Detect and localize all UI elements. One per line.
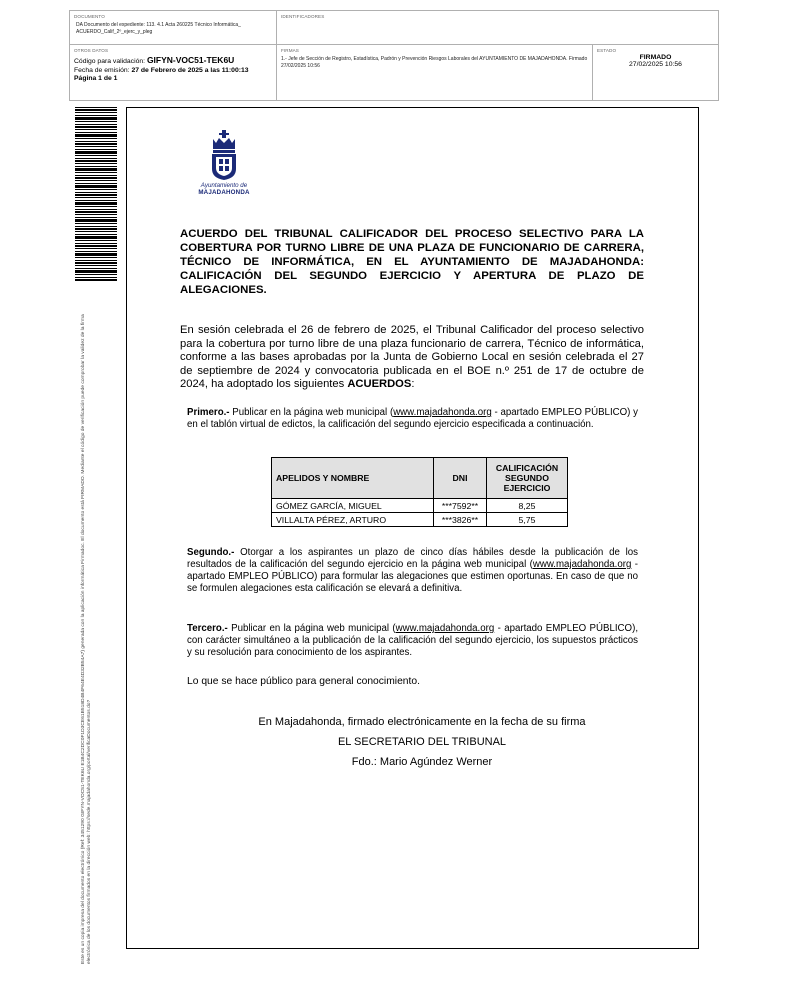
closing-line: Lo que se hace público para general conocimiento. xyxy=(187,676,420,687)
primero-label: Primero.- xyxy=(187,407,230,418)
tercero-label: Tercero.- xyxy=(187,623,228,634)
primero-pre: Publicar en la página web municipal ( xyxy=(229,407,394,418)
primero-post: - apartado EMPLEO PÚBLICO) y en el tablón virtual de edictos, la calificación del segundo ejercicio especificada a continuación. xyxy=(187,407,638,430)
segundo-post: - apartado EMPLEO PÚBLICO) para formular las alegaciones que estimen oportunas. En caso de que no se formulen alegaciones esta calificación se elevará a definitiva. xyxy=(187,559,638,594)
header-row-meta xyxy=(69,45,719,101)
signature-role: EL SECRETARIO DEL TRIBUNAL xyxy=(337,736,507,748)
firmas-label: FIRMAS xyxy=(281,48,299,53)
estado-cell xyxy=(592,45,718,100)
documento-label: DOCUMENTO xyxy=(74,14,105,19)
intro-text: En sesión celebrada el 26 de febrero de 2025, el Tribunal Calificador del proceso selectivo para la cobertura por turno libre de una plaza funcionario de carrera, Técnico de informática, conforme a las bases aprobadas por la Junta de Gobierno Local en sesión celebrada el 27 de septiembre de 2024 y convocatoria publicada en el BOE n.º 251 de 17 de octubre de 2024, ha adoptado los siguientes xyxy=(180,324,644,391)
document-title: ACUERDO DEL TRIBUNAL CALIFICADOR DEL PROCESO SELECTIVO PARA LA COBERTURA POR TURNO LIBRE DE UNA PLAZA DE FUNCIONARIO DE CARRERA, TÉCNICO DE INFORMÁTICA, EN EL AYUNTAMIENTO DE MAJADAHONDA: CALIFICACIÓN DEL SEGUNDO EJERCICIO Y APERTURA DE PLAZO DE ALEGACIONES. xyxy=(180,228,644,296)
fecha-value: 27 de Febrero de 2025 a las 11:00:13 xyxy=(131,66,249,74)
documento-cell xyxy=(70,11,276,44)
barcode xyxy=(75,107,117,282)
cell-calificacion: 5,75 xyxy=(487,513,568,527)
estado-label: ESTADO xyxy=(597,48,617,53)
codigo-value: GIFYN-VOC51-TEK6U xyxy=(146,55,235,65)
table-row xyxy=(272,499,568,513)
codigo-validacion xyxy=(74,56,272,67)
otros-datos-cell xyxy=(70,45,276,100)
primero-link[interactable]: www.majadahonda.org xyxy=(393,407,492,418)
cell-dni: ***7592** xyxy=(434,499,487,513)
results-table xyxy=(271,457,568,527)
segundo-pre: Otorgar a los aspirantes un plazo de cinco días hábiles desde la publicación de los resultados de la calificación del segundo ejercicio en la página web municipal ( xyxy=(187,547,638,570)
cell-dni: ***3826** xyxy=(434,513,487,527)
logo-line-2: MAJADAHONDA xyxy=(198,189,250,196)
codigo-label: Código para validación: xyxy=(74,58,146,65)
firmas-text: 1.- Jefe de Sección de Registro, Estadística, Padrón y Prevención Riesgos Laborales del AYUNTAMIENTO DE MAJADAHONDA. Firmado 27/02/2025 10:56 xyxy=(281,56,588,69)
table-row xyxy=(272,513,568,527)
identificadores-label: IDENTIFICADORES xyxy=(281,14,325,19)
intro-bold: ACUERDOS xyxy=(347,378,412,391)
otros-datos-label: OTROS DATOS xyxy=(74,48,109,53)
fecha-emision xyxy=(74,67,272,76)
municipality-logo xyxy=(184,129,264,196)
estado-value: FIRMADO xyxy=(639,54,672,61)
col-header-name: APELIDOS Y NOMBRE xyxy=(272,458,434,499)
cell-name: VILLALTA PÉREZ, ARTURO xyxy=(272,513,434,527)
col-header-dni: DNI xyxy=(434,458,487,499)
header-row-document xyxy=(69,10,719,45)
verification-side-text: Este es un copia impresa del documento electrónico (Ref: 3451290 GIFYN-VOC51-TEK6U E1B4C2DC0F1D3CE61B518D4B4F64E4D32B54A7) generada con la aplicación informática Firmadoc. El documento está FIRMADO. Mediante el código de verificación puede comprobar la validez de la firma electrónica de los documentos firmados en la dirección web: https://sede.majadahonda.org/portal/verificaDocumentos.do? xyxy=(81,314,92,964)
intro-paragraph xyxy=(180,324,644,392)
cell-calificacion: 8,25 xyxy=(487,499,568,513)
documento-text: DA Documento del expediente: 113. 4.1 Acta 260225 Técnico Informática_ ACUERDO_Calif_2º_ejerc_y_pleg xyxy=(76,22,241,35)
signature-place-date: En Majadahonda, firmado electrónicamente en la fecha de su firma xyxy=(258,716,586,728)
tercero-post: - apartado EMPLEO PÚBLICO), con carácter simultáneo a la publicación de la calificación del segundo ejercicio, los supuestos prácticos y su resolución para conocimiento de los aspirantes. xyxy=(187,623,639,658)
coat-of-arms-icon xyxy=(207,129,241,181)
pagina-value: Página 1 de 1 xyxy=(74,75,118,82)
tercero-pre: Publicar en la página web municipal ( xyxy=(227,623,396,634)
firmas-cell xyxy=(276,45,592,100)
logo-line-1: Ayuntamiento de xyxy=(200,182,248,189)
table-header-row xyxy=(272,458,568,499)
acuerdo-tercero xyxy=(187,623,638,659)
estado-date: 27/02/2025 10:56 xyxy=(629,61,682,68)
tercero-link[interactable]: www.majadahonda.org xyxy=(395,623,495,634)
acuerdo-segundo xyxy=(187,547,638,595)
col-header-calificacion: CALIFICACIÓN SEGUNDO EJERCICIO xyxy=(487,458,568,499)
segundo-link[interactable]: www.majadahonda.org xyxy=(532,559,632,570)
identificadores-cell xyxy=(276,11,718,44)
acuerdo-primero xyxy=(187,407,638,431)
segundo-label: Segundo.- xyxy=(187,547,235,558)
fecha-label: Fecha de emisión: xyxy=(74,66,130,74)
signature-name: Fdo.: Mario Agúndez Werner xyxy=(351,756,493,768)
intro-end: : xyxy=(411,378,415,391)
cell-name: GÓMEZ GARCÍA, MIGUEL xyxy=(272,499,434,513)
